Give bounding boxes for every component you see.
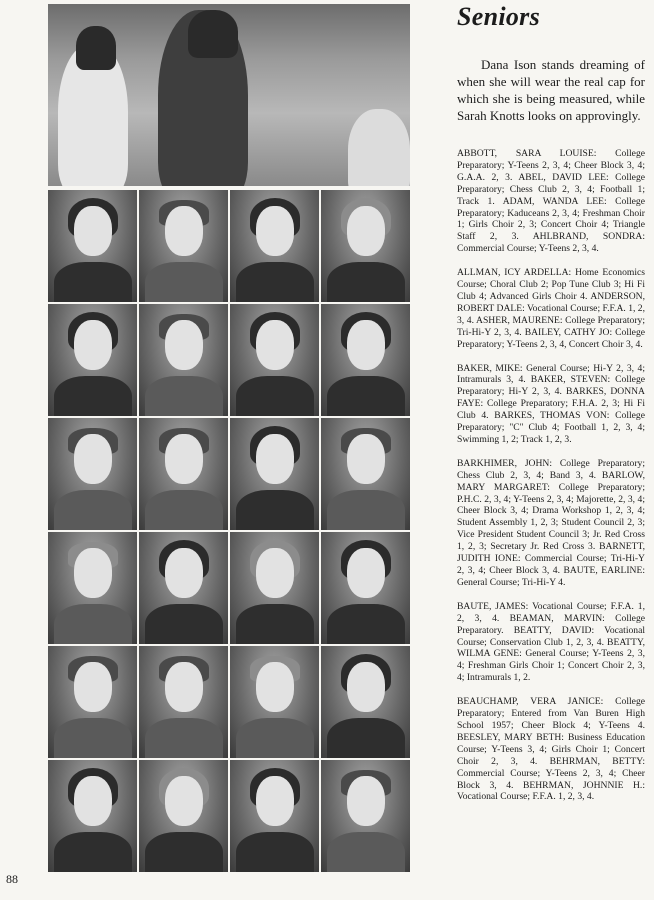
senior-portrait (139, 190, 228, 302)
portrait-row (48, 304, 410, 416)
portrait-row (48, 760, 410, 872)
portrait-face (74, 662, 112, 712)
entry-paragraph: BAUTE, JAMES: Vocational Course; F.F.A. 1, 2, 3, 4. BEAMAN, MARVIN: College Preparatory. BEATTY, DAVID: Vocational Course; Conservation Club 1, 2, 3, 4. BEATTY, WILMA GENE: General Course; Y-Teens 2, 3, 4; Freshman Girls Choir 1; Concert Choir 2, 3, 4; Intramurals 1, 2. (457, 600, 645, 684)
senior-entries (457, 148, 645, 803)
portrait-face (74, 776, 112, 826)
section-title: Seniors (457, 2, 541, 31)
portrait-face (256, 434, 294, 484)
senior-portrait (230, 190, 319, 302)
portrait-face (256, 206, 294, 256)
portrait-body (236, 604, 314, 644)
candid-photo-measuring-cap (48, 4, 410, 186)
senior-portrait (139, 760, 228, 872)
senior-portrait (139, 532, 228, 644)
portrait-row (48, 532, 410, 644)
portrait-body (54, 262, 132, 302)
portrait-body (145, 604, 223, 644)
senior-portrait (230, 532, 319, 644)
portrait-face (347, 776, 385, 826)
portrait-face (347, 434, 385, 484)
photo-caption: Dana Ison stands dreaming of when she will wear the real cap for which she is being measured, while Sarah Knotts looks on approvingly. (457, 57, 645, 123)
text-column (457, 0, 645, 815)
portrait-body (327, 262, 405, 302)
photo-column (48, 4, 410, 872)
senior-portrait (230, 418, 319, 530)
senior-portrait (321, 646, 410, 758)
portrait-face (165, 434, 203, 484)
senior-portrait (321, 760, 410, 872)
senior-portrait (48, 760, 137, 872)
entry-paragraph: ALLMAN, ICY ARDELLA: Home Economics Course; Choral Club 2; Pop Tune Club 3; Hi Fi Club 4; Advanced Girls Choir 4. ANDERSON, ROBERT DALE: Vocational Course; F.F.A. 1, 2, 3, 4. ASHER, MAURENE: College Preparatory; Tri-Hi-Y 2, 3, 4. BAILEY, CATHY JO: College Preparatory; Y-Teens 2, 3, 4, Concert Choir 3, 4. (457, 267, 645, 350)
portrait-body (145, 262, 223, 302)
senior-portrait (48, 532, 137, 644)
senior-portrait (139, 304, 228, 416)
senior-portrait (48, 646, 137, 758)
portrait-face (74, 320, 112, 370)
onlooker-figure (348, 109, 410, 186)
portrait-body (327, 604, 405, 644)
entry-paragraph: BAKER, MIKE: General Course; Hi-Y 2, 3, 4; Intramurals 3, 4. BAKER, STEVEN: College Preparatory; Hi-Y 2, 3, 4. BARKES, DONNA FAYE: College Preparatory; F.H.A. 2, 3; Hi Fi Club 4. BARKES, THOMAS VON: College Preparatory; "C" Club 4; Football 1, 2, 3, 4; Swimming 1, 2; Track 1, 2, 3. (457, 362, 645, 445)
portrait-body (236, 490, 314, 530)
portrait-body (145, 490, 223, 530)
portrait-face (347, 320, 385, 370)
entry-paragraph: BEAUCHAMP, VERA JANICE: College Preparatory; Entered from Van Buren High School 1957; Cheer Block 4; Y-Teens 4. BEESLEY, MARY BETH: Business Education Course; Y-Teens 3, 4; Girls Choir 1; Concert Choir 2, 3, 4. BEHRMAN, BETTY: Commercial Course; Y-Teens 2, 3, 4; Cheer Block 3, 4. BEHRMAN, JOHNNIE H.: Vocational Course; F.F.A. 1, 2, 3, 4. (457, 696, 645, 803)
entry-paragraph: BARKHIMER, JOHN: College Preparatory; Chess Club 2, 3, 4; Band 3, 4. BARLOW, MARY MARGARET: College Preparatory; P.H.C. 2, 3, 4; Y-Teens 2, 3, 4; Majorette, 2, 3, 4; Cheer Block 3, 4; Drama Workshop 1, 2, 3, 4; Student Assembly 1, 2, 3; Student Council 2, 3; Vice President Student Council 3; Jr. Red Cross 1, 2, 3; Secretary Jr. Red Cross 3. BARNETT, JUDITH IONE: Commercial Course; Tri-Hi-Y 2, 3, 4; Cheer Block 3, 4. BAUTE, EARLINE: General Course; Tri-Hi-Y 4. (457, 457, 645, 588)
portrait-row (48, 190, 410, 302)
portrait-body (54, 604, 132, 644)
portrait-face (256, 320, 294, 370)
portrait-face (347, 548, 385, 598)
portrait-body (327, 490, 405, 530)
portrait-body (145, 832, 223, 872)
senior-portrait (321, 304, 410, 416)
portrait-face (165, 662, 203, 712)
portrait-face (165, 548, 203, 598)
woman-hair (188, 10, 238, 58)
portrait-body (327, 376, 405, 416)
portrait-body (327, 718, 405, 758)
senior-portrait (230, 646, 319, 758)
portrait-face (165, 206, 203, 256)
senior-portrait (230, 760, 319, 872)
portrait-face (165, 320, 203, 370)
portrait-row (48, 418, 410, 530)
portrait-row (48, 646, 410, 758)
portrait-face (347, 662, 385, 712)
portrait-body (145, 376, 223, 416)
portrait-body (327, 832, 405, 872)
portrait-face (165, 776, 203, 826)
senior-portrait (139, 418, 228, 530)
portrait-body (54, 718, 132, 758)
portrait-face (74, 206, 112, 256)
portrait-body (54, 376, 132, 416)
portrait-face (74, 434, 112, 484)
portrait-face (256, 548, 294, 598)
portrait-body (236, 262, 314, 302)
senior-portrait-grid (48, 190, 410, 874)
senior-portrait (48, 418, 137, 530)
girl-hair (76, 26, 116, 70)
portrait-body (54, 832, 132, 872)
senior-portrait (230, 304, 319, 416)
senior-portrait (321, 418, 410, 530)
senior-portrait (139, 646, 228, 758)
portrait-body (236, 832, 314, 872)
entry-paragraph: ABBOTT, SARA LOUISE: College Preparatory; Y-Teens 2, 3, 4; Cheer Block 3, 4; G.A.A. 2, 3. ABEL, DAVID LEE: College Preparatory; Chess Club 2, 3, 4; Football 1; Track 1. ADAM, WANDA LEE: College Preparatory; Kaduceans 2, 3, 4; Freshman Choir 1; Girls Choir 2, 3; Concert Choir 4; Triangle Staff 2, 3. AHLBRAND, SONDRA: Commercial Course; Y-Teens 2, 3, 4. (457, 148, 645, 255)
senior-portrait (321, 532, 410, 644)
senior-portrait (48, 190, 137, 302)
portrait-face (347, 206, 385, 256)
portrait-face (74, 548, 112, 598)
page-number: 88 (6, 872, 18, 886)
senior-portrait (321, 190, 410, 302)
portrait-face (256, 776, 294, 826)
portrait-body (145, 718, 223, 758)
portrait-body (236, 718, 314, 758)
portrait-face (256, 662, 294, 712)
portrait-body (236, 376, 314, 416)
portrait-body (54, 490, 132, 530)
senior-portrait (48, 304, 137, 416)
